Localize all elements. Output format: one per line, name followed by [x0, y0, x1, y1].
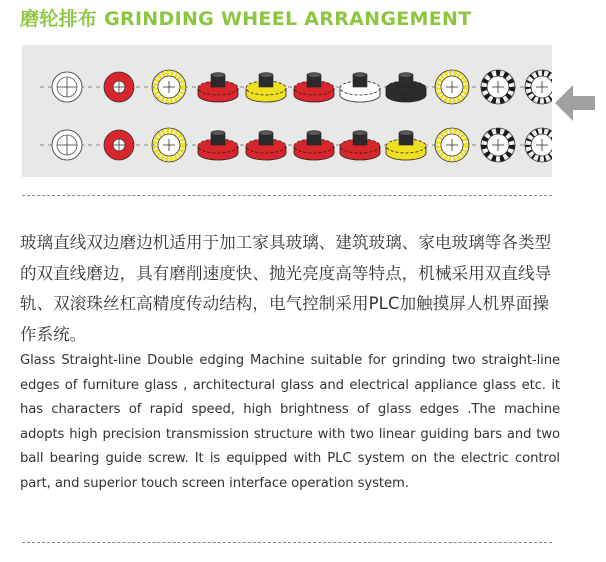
- description-english: Glass Straight-line Double edging Machine suitable for grinding two straight-line edges of furniture glass , architectural glass and electrical appliance glass etc. it has characters of rapid speed, high brightness of glass edges .The machine adopts high precision transmission structure with two linear guiding bars and two ball bearing guide screw. It is equipped with PLC system on the electric control part, and superior touch screen interface operation system.: [20, 353, 560, 491]
- black-side-wheel-icon: [386, 73, 426, 103]
- dotted-ring-icon: [525, 128, 552, 162]
- yellow-ring-icon: [152, 128, 186, 162]
- left-arrow-icon: [555, 85, 597, 121]
- red-side-wheel-icon: [246, 131, 286, 161]
- plain-circle-icon: [52, 130, 82, 160]
- wheel-arrangement-diagram: [22, 45, 552, 177]
- yellow-side-wheel-icon: [246, 73, 286, 103]
- yellow-ring-icon: [152, 70, 186, 104]
- white-side-wheel-icon: [340, 73, 380, 103]
- checkered-ring-icon: [481, 70, 515, 104]
- yellow-ring-icon: [435, 128, 469, 162]
- section-title: 磨轮排布 GRINDING WHEEL ARRANGEMENT: [20, 8, 472, 30]
- red-circle-icon: [104, 130, 134, 160]
- yellow-side-wheel-icon: [386, 131, 426, 161]
- description-chinese: 玻璃直线双边磨边机适用于加工家具玻璃、建筑玻璃、家电玻璃等各类型的双直线磨边，具有磨削速度快、抛光亮度高等特点，机械采用双直线导轨、双滚珠丝杠高精度传动结构，电气控制采用PLC加触摸屏人机界面操作系统。: [20, 233, 552, 344]
- red-circle-icon: [104, 72, 134, 102]
- red-side-wheel-icon: [294, 73, 334, 103]
- divider-bottom: [22, 542, 552, 543]
- divider-top: [22, 195, 552, 196]
- plain-circle-icon: [52, 72, 82, 102]
- red-side-wheel-icon: [198, 73, 238, 103]
- checkered-ring-icon: [481, 128, 515, 162]
- dotted-ring-icon: [525, 70, 552, 104]
- red-side-wheel-icon: [340, 131, 380, 161]
- red-side-wheel-icon: [198, 131, 238, 161]
- red-side-wheel-icon: [294, 131, 334, 161]
- yellow-ring-icon: [435, 70, 469, 104]
